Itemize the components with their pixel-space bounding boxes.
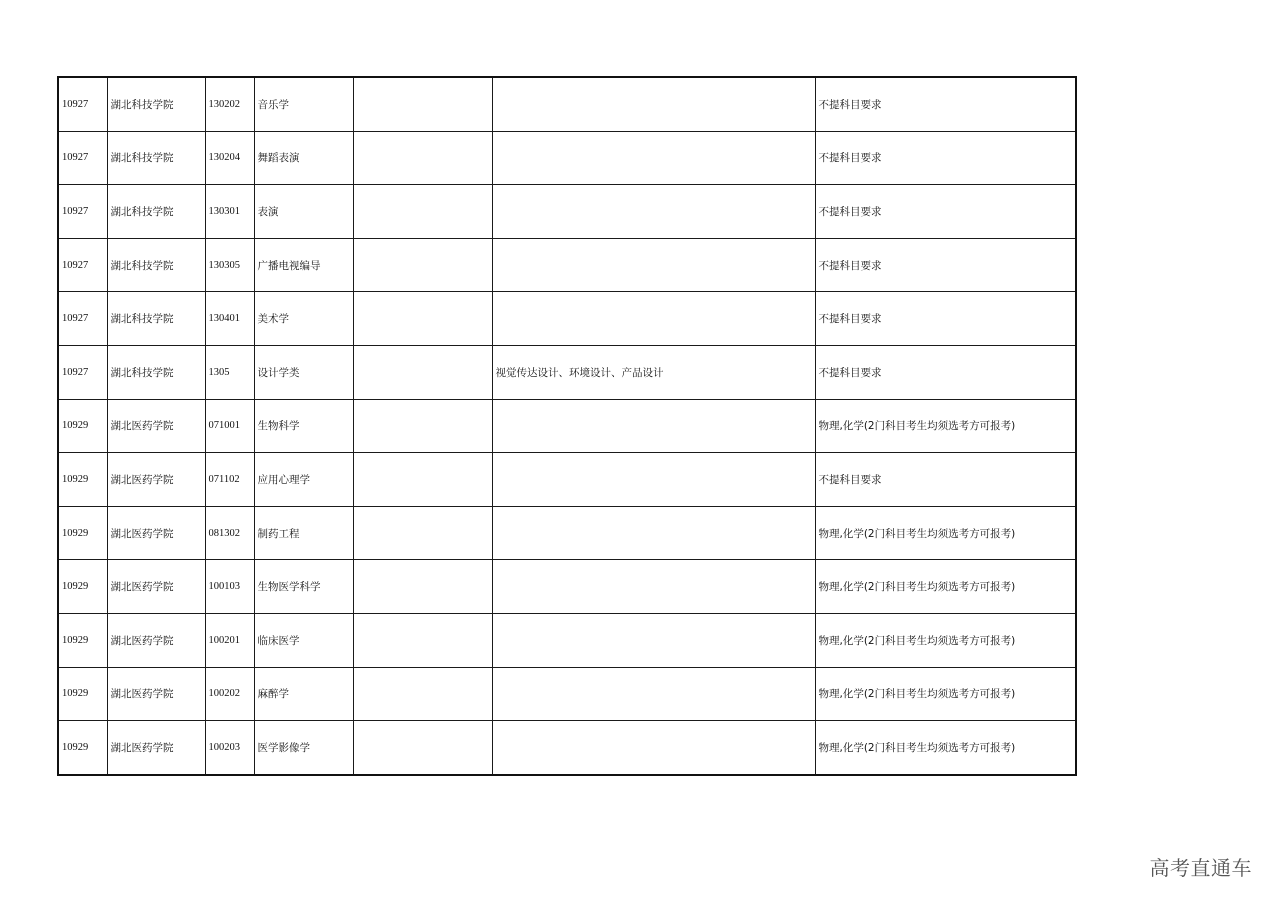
empty-cell xyxy=(353,667,492,721)
table-row xyxy=(58,613,1076,667)
included-majors-cell xyxy=(492,292,815,346)
empty-cell xyxy=(353,613,492,667)
subject-requirement-cell: 不提科目要求 xyxy=(815,131,1076,185)
school-code-cell: 10929 xyxy=(58,399,107,453)
major-code-cell: 1305 xyxy=(205,345,254,399)
requirements-table xyxy=(57,76,1077,776)
major-code-cell: 100202 xyxy=(205,667,254,721)
school-name-cell: 湖北医药学院 xyxy=(107,613,205,667)
table-row xyxy=(58,721,1076,775)
included-majors-cell xyxy=(492,399,815,453)
subject-requirement-cell: 不提科目要求 xyxy=(815,238,1076,292)
major-name-cell: 临床医学 xyxy=(254,613,353,667)
major-name-cell: 生物医学科学 xyxy=(254,560,353,614)
watermark-logo: 高考直通车 xyxy=(1149,856,1252,880)
school-name-cell: 湖北科技学院 xyxy=(107,292,205,346)
school-name-cell: 湖北医药学院 xyxy=(107,721,205,775)
school-code-cell: 10929 xyxy=(58,560,107,614)
school-name-cell: 湖北科技学院 xyxy=(107,345,205,399)
subject-requirement-cell: 不提科目要求 xyxy=(815,185,1076,239)
table-row xyxy=(58,345,1076,399)
major-name-cell: 音乐学 xyxy=(254,77,353,131)
major-code-cell: 130202 xyxy=(205,77,254,131)
major-name-cell: 麻醉学 xyxy=(254,667,353,721)
included-majors-cell xyxy=(492,453,815,507)
empty-cell xyxy=(353,292,492,346)
empty-cell xyxy=(353,131,492,185)
school-name-cell: 湖北医药学院 xyxy=(107,506,205,560)
subject-requirement-cell: 不提科目要求 xyxy=(815,77,1076,131)
major-code-cell: 130305 xyxy=(205,238,254,292)
major-name-cell: 广播电视编导 xyxy=(254,238,353,292)
school-name-cell: 湖北医药学院 xyxy=(107,453,205,507)
school-code-cell: 10927 xyxy=(58,185,107,239)
major-code-cell: 071001 xyxy=(205,399,254,453)
table-row xyxy=(58,453,1076,507)
included-majors-cell: 视觉传达设计、环境设计、产品设计 xyxy=(492,345,815,399)
major-code-cell: 130401 xyxy=(205,292,254,346)
included-majors-cell xyxy=(492,77,815,131)
empty-cell xyxy=(353,345,492,399)
table-row xyxy=(58,77,1076,131)
major-name-cell: 设计学类 xyxy=(254,345,353,399)
table-body xyxy=(58,77,1076,775)
subject-requirement-cell: 不提科目要求 xyxy=(815,453,1076,507)
school-code-cell: 10929 xyxy=(58,667,107,721)
subject-requirement-cell: 物理,化学(2门科目考生均须选考方可报考) xyxy=(815,399,1076,453)
table-row xyxy=(58,399,1076,453)
table-row xyxy=(58,560,1076,614)
major-name-cell: 表演 xyxy=(254,185,353,239)
school-name-cell: 湖北科技学院 xyxy=(107,185,205,239)
major-name-cell: 制药工程 xyxy=(254,506,353,560)
subject-requirement-cell: 不提科目要求 xyxy=(815,345,1076,399)
included-majors-cell xyxy=(492,721,815,775)
empty-cell xyxy=(353,238,492,292)
school-code-cell: 10929 xyxy=(58,453,107,507)
major-code-cell: 100201 xyxy=(205,613,254,667)
empty-cell xyxy=(353,560,492,614)
school-name-cell: 湖北医药学院 xyxy=(107,667,205,721)
major-name-cell: 应用心理学 xyxy=(254,453,353,507)
school-code-cell: 10927 xyxy=(58,292,107,346)
school-code-cell: 10927 xyxy=(58,77,107,131)
included-majors-cell xyxy=(492,667,815,721)
empty-cell xyxy=(353,506,492,560)
school-code-cell: 10927 xyxy=(58,345,107,399)
empty-cell xyxy=(353,185,492,239)
school-code-cell: 10927 xyxy=(58,131,107,185)
included-majors-cell xyxy=(492,185,815,239)
table-row xyxy=(58,506,1076,560)
school-name-cell: 湖北医药学院 xyxy=(107,399,205,453)
table-row xyxy=(58,238,1076,292)
major-code-cell: 130301 xyxy=(205,185,254,239)
table-row xyxy=(58,667,1076,721)
table-row xyxy=(58,185,1076,239)
major-code-cell: 100203 xyxy=(205,721,254,775)
major-name-cell: 医学影像学 xyxy=(254,721,353,775)
included-majors-cell xyxy=(492,560,815,614)
school-name-cell: 湖北科技学院 xyxy=(107,77,205,131)
included-majors-cell xyxy=(492,506,815,560)
included-majors-cell xyxy=(492,238,815,292)
table-row xyxy=(58,131,1076,185)
subject-requirement-cell: 不提科目要求 xyxy=(815,292,1076,346)
empty-cell xyxy=(353,399,492,453)
subject-requirement-cell: 物理,化学(2门科目考生均须选考方可报考) xyxy=(815,560,1076,614)
subject-requirement-cell: 物理,化学(2门科目考生均须选考方可报考) xyxy=(815,613,1076,667)
school-code-cell: 10929 xyxy=(58,721,107,775)
empty-cell xyxy=(353,453,492,507)
major-name-cell: 舞蹈表演 xyxy=(254,131,353,185)
major-code-cell: 130204 xyxy=(205,131,254,185)
subject-requirement-cell: 物理,化学(2门科目考生均须选考方可报考) xyxy=(815,721,1076,775)
school-name-cell: 湖北医药学院 xyxy=(107,560,205,614)
school-name-cell: 湖北科技学院 xyxy=(107,238,205,292)
school-code-cell: 10927 xyxy=(58,238,107,292)
empty-cell xyxy=(353,77,492,131)
subject-requirement-cell: 物理,化学(2门科目考生均须选考方可报考) xyxy=(815,667,1076,721)
major-code-cell: 100103 xyxy=(205,560,254,614)
major-name-cell: 美术学 xyxy=(254,292,353,346)
table-row xyxy=(58,292,1076,346)
school-code-cell: 10929 xyxy=(58,506,107,560)
empty-cell xyxy=(353,721,492,775)
major-code-cell: 071102 xyxy=(205,453,254,507)
major-code-cell: 081302 xyxy=(205,506,254,560)
included-majors-cell xyxy=(492,131,815,185)
major-name-cell: 生物科学 xyxy=(254,399,353,453)
school-code-cell: 10929 xyxy=(58,613,107,667)
subject-requirement-cell: 物理,化学(2门科目考生均须选考方可报考) xyxy=(815,506,1076,560)
school-name-cell: 湖北科技学院 xyxy=(107,131,205,185)
included-majors-cell xyxy=(492,613,815,667)
